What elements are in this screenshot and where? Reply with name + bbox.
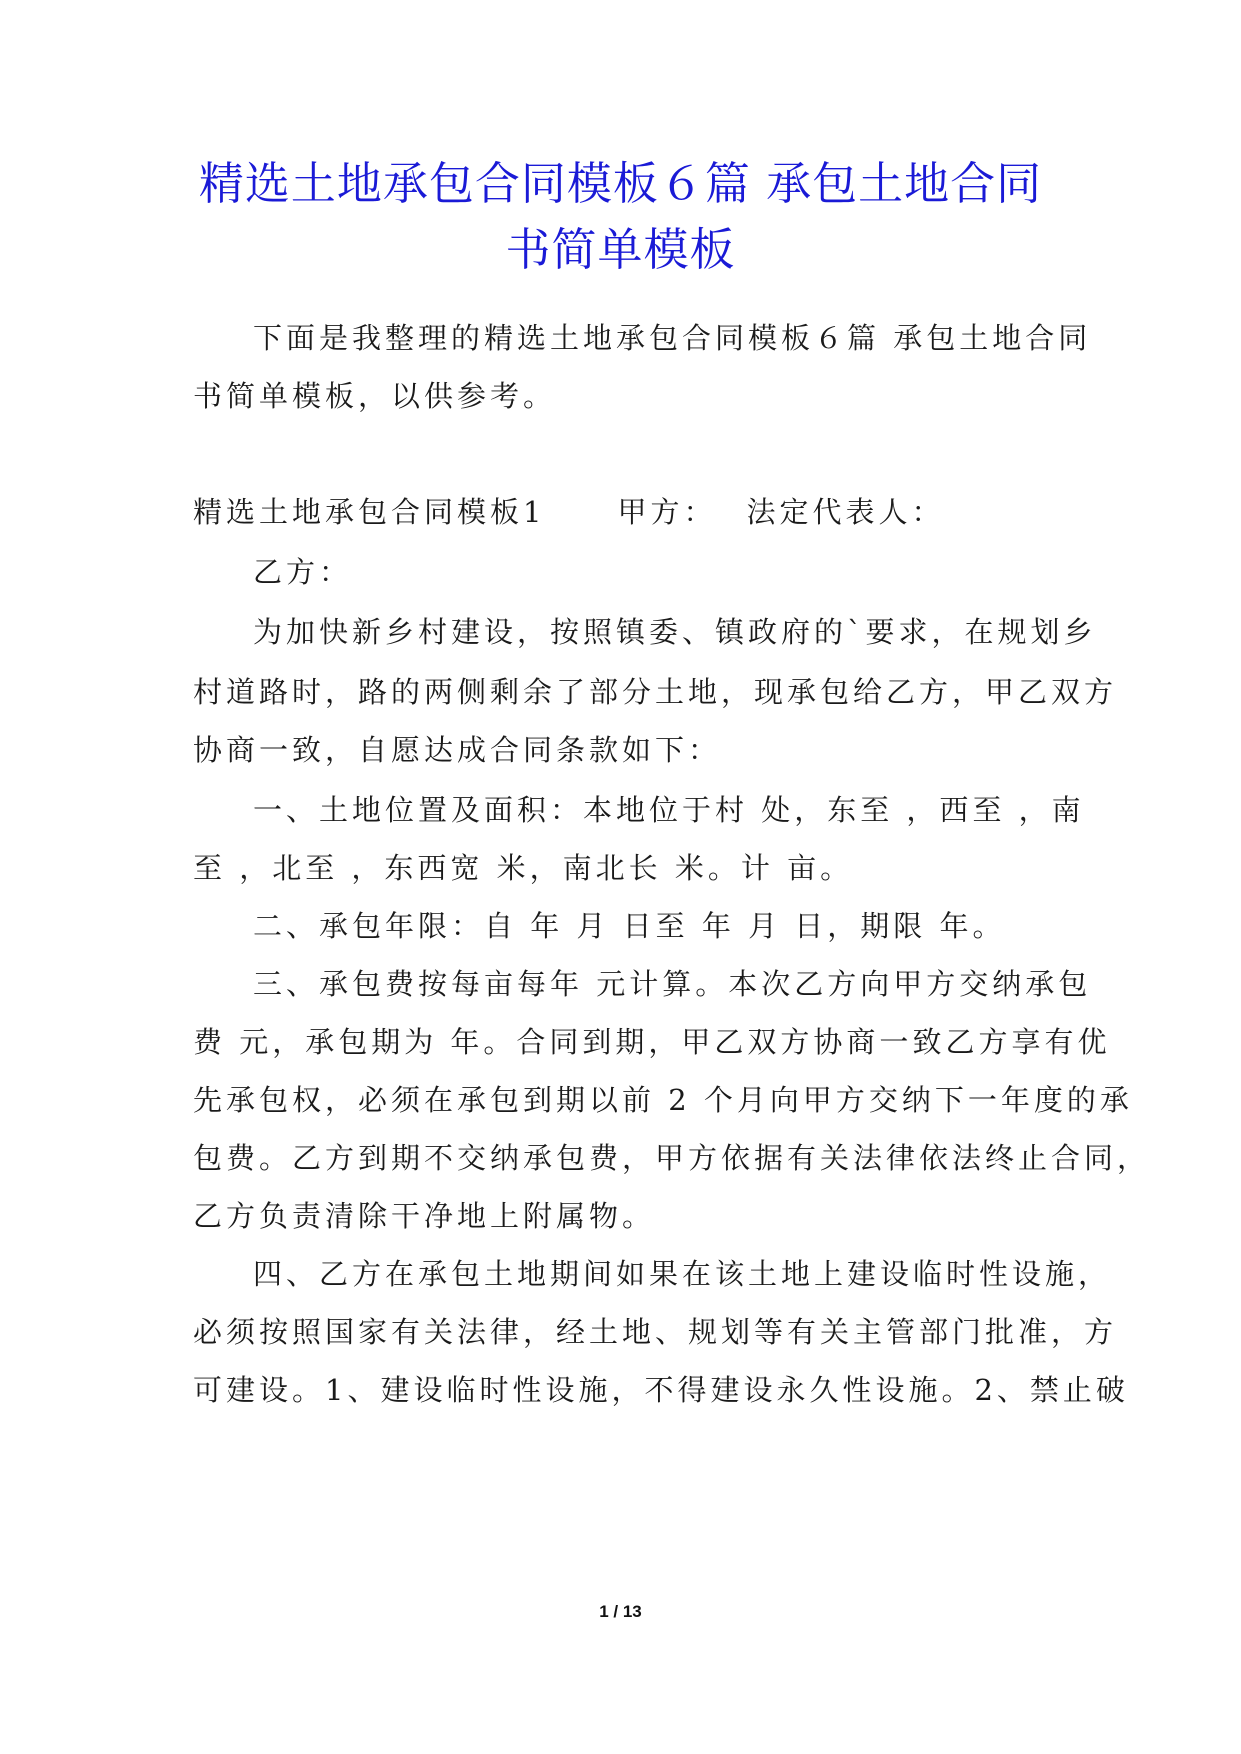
clause-3-line: 先承包权，必须在承包到期以前 2 个月向甲方交纳下一年度的承 [193,1083,1133,1117]
document-title-line-2: 书简单模板 [505,223,736,276]
clause-4-line: 必须按照国家有关法律，经土地、规划等有关主管部门批准，方 [193,1315,1118,1349]
page-number: 1 / 13 [599,1602,642,1621]
clause-3-line: 费 元，承包期为 年。合同到期，甲乙双方协商一致乙方享有优 [193,1025,1111,1059]
clause-1-line: 至 ，北至 ，东西宽 米，南北长 米。计 亩。 [193,851,854,885]
legal-representative-label: 法定代表人： [746,495,945,529]
clause-3-line: 三、承包费按每亩每年 元计算。本次乙方向甲方交纳承包 [253,967,1092,1001]
paragraph-line: 协商一致，自愿达成合同条款如下： [193,733,722,767]
party-a-label: 甲方： [617,495,717,529]
intro-paragraph-line-2: 书简单模板，以供参考。 [193,379,557,413]
clause-2-line: 二、承包年限：自 年 月 日至 年 月 日，期限 年。 [253,909,1006,943]
clause-4-line: 四、乙方在承包土地期间如果在该土地上建设临时性设施， [253,1257,1112,1291]
document-title-line-1: 精选土地承包合同模板６篇 承包土地合同 [198,157,1043,210]
clause-4-line: 可建设。1、建设临时性设施，不得建设永久性设施。2、禁止破 [193,1373,1129,1407]
paragraph-line: 为加快新乡村建设，按照镇委、镇政府的`要求，在规划乡 [253,615,1097,649]
paragraph-line: 村道路时，路的两侧剩余了部分土地，现承包给乙方，甲乙双方 [193,675,1118,709]
clause-3-line: 乙方负责清除干净地上附属物。 [193,1199,656,1233]
clause-3-line: 包费。乙方到期不交纳承包费，甲方依据有关法律依法终止合同， [193,1141,1151,1175]
intro-paragraph-line-1: 下面是我整理的精选土地承包合同模板６篇 承包土地合同 [253,321,1092,355]
section-header-line [193,480,1053,544]
section-heading: 精选土地承包合同模板1 [193,495,546,529]
party-b-label: 乙方： [253,555,353,589]
clause-1-line: 一、土地位置及面积：本地位于村 处，东至 ，西至 ，南 [253,793,1085,827]
